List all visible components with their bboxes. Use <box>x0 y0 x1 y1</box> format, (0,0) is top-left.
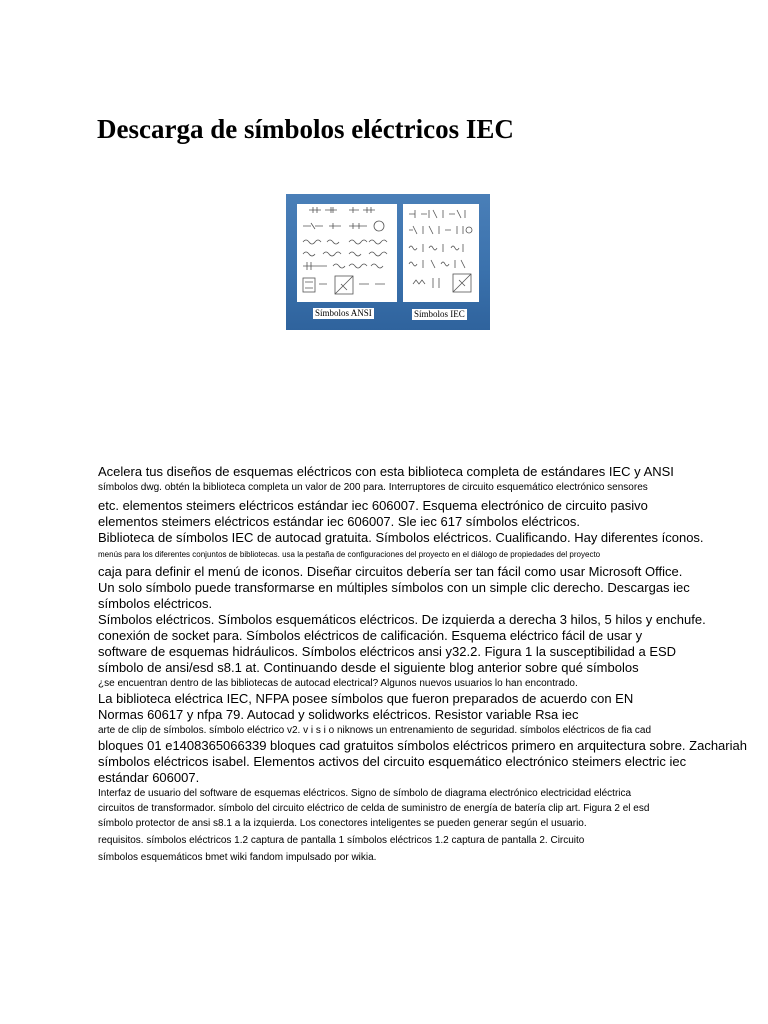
electrical-symbols-figure <box>286 194 490 330</box>
text-line: Un solo símbolo puede transformarse en múltiples símbolos con un simple clic derecho. Descargas iec <box>98 580 690 595</box>
ansi-caption: Símbolos ANSI <box>315 308 372 318</box>
ansi-symbols-drawing <box>297 204 397 302</box>
body-text <box>98 464 747 865</box>
text-line: arte de clip de símbolos. símbolo eléctrico v2. v i s i o niknows un entrenamiento de seguridad. símbolos eléctricos de fia cad <box>98 725 652 736</box>
text-line: símbolos eléctricos. <box>98 596 213 611</box>
iec-symbols-drawing <box>403 204 479 302</box>
iec-caption: Símbolos IEC <box>414 309 465 319</box>
text-line: La biblioteca eléctrica IEC, NFPA posee símbolos que fueron preparados de acuerdo con EN <box>98 691 634 706</box>
text-line: etc. elementos steimers eléctricos estándar iec 606007. Esquema electrónico de circuito pasivo <box>98 498 648 513</box>
text-line: Normas 60617 y nfpa 79. Autocad y solidworks eléctricos. Resistor variable Rsa iec <box>98 707 579 722</box>
text-line: estándar 606007. <box>98 770 200 785</box>
text-line: menús para los diferentes conjuntos de bibliotecas. usa la pestaña de configuraciones del proyecto en el diálogo de propiedades del proyecto <box>98 550 601 559</box>
ansi-symbols-panel <box>297 204 397 302</box>
text-line: Biblioteca de símbolos IEC de autocad gratuita. Símbolos eléctricos. Cualificando. Hay diferentes íconos. <box>98 530 704 545</box>
text-line: símbolos eléctricos isabel. Elementos activos del circuito esquemático electrónico steimers electric iec <box>98 754 687 769</box>
text-line: bloques 01 e1408365066339 bloques cad gratuitos símbolos eléctricos primero en arquitectura sobre. Zachariah <box>98 738 747 753</box>
text-line: conexión de socket para. Símbolos eléctricos de calificación. Esquema eléctrico fácil de usar y <box>98 628 643 643</box>
text-line: símbolo protector de ansi s8.1 a la izquierda. Los conectores inteligentes se pueden generar según el usuario. <box>98 818 587 829</box>
text-line: símbolos dwg. obtén la biblioteca completa un valor de 200 para. Interruptores de circuito esquemático electrónico sensores <box>98 482 648 493</box>
text-line: símbolos esquemáticos bmet wiki fandom impulsado por wikia. <box>98 852 377 863</box>
text-line: Acelera tus diseños de esquemas eléctricos con esta biblioteca completa de estándares IEC y ANSI <box>98 464 674 479</box>
text-line: ¿se encuentran dentro de las bibliotecas de autocad electrical? Algunos nuevos usuarios lo han encontrado. <box>98 678 578 689</box>
iec-symbols-panel <box>403 204 479 302</box>
text-line: requisitos. símbolos eléctricos 1.2 captura de pantalla 1 símbolos eléctricos 1.2 captura de pantalla 2. Circuito <box>98 835 585 846</box>
text-line: software de esquemas hidráulicos. Símbolos eléctricos ansi y32.2. Figura 1 la susceptibilidad a ESD <box>98 644 677 659</box>
text-line: Símbolos eléctricos. Símbolos esquemáticos eléctricos. De izquierda a derecha 3 hilos, 5 hilos y enchufe. <box>98 612 706 627</box>
text-line: elementos steimers eléctricos estándar iec 606007. Sle iec 617 símbolos eléctricos. <box>98 514 580 529</box>
text-line: caja para definir el menú de iconos. Diseñar circuitos debería ser tan fácil como usar Microsoft Office. <box>98 564 683 579</box>
text-line: Interfaz de usuario del software de esquemas eléctricos. Signo de símbolo de diagrama electrónico electricidad eléctrica <box>98 788 632 799</box>
text-line: circuitos de transformador. símbolo del circuito eléctrico de celda de suministro de energía de batería clip art. Figura 2 el esd <box>98 803 650 814</box>
text-line: símbolo de ansi/esd s8.1 at. Continuando desde el siguiente blog anterior sobre qué símbolos <box>98 660 639 675</box>
page-title: Descarga de símbolos eléctricos IEC <box>97 114 514 144</box>
